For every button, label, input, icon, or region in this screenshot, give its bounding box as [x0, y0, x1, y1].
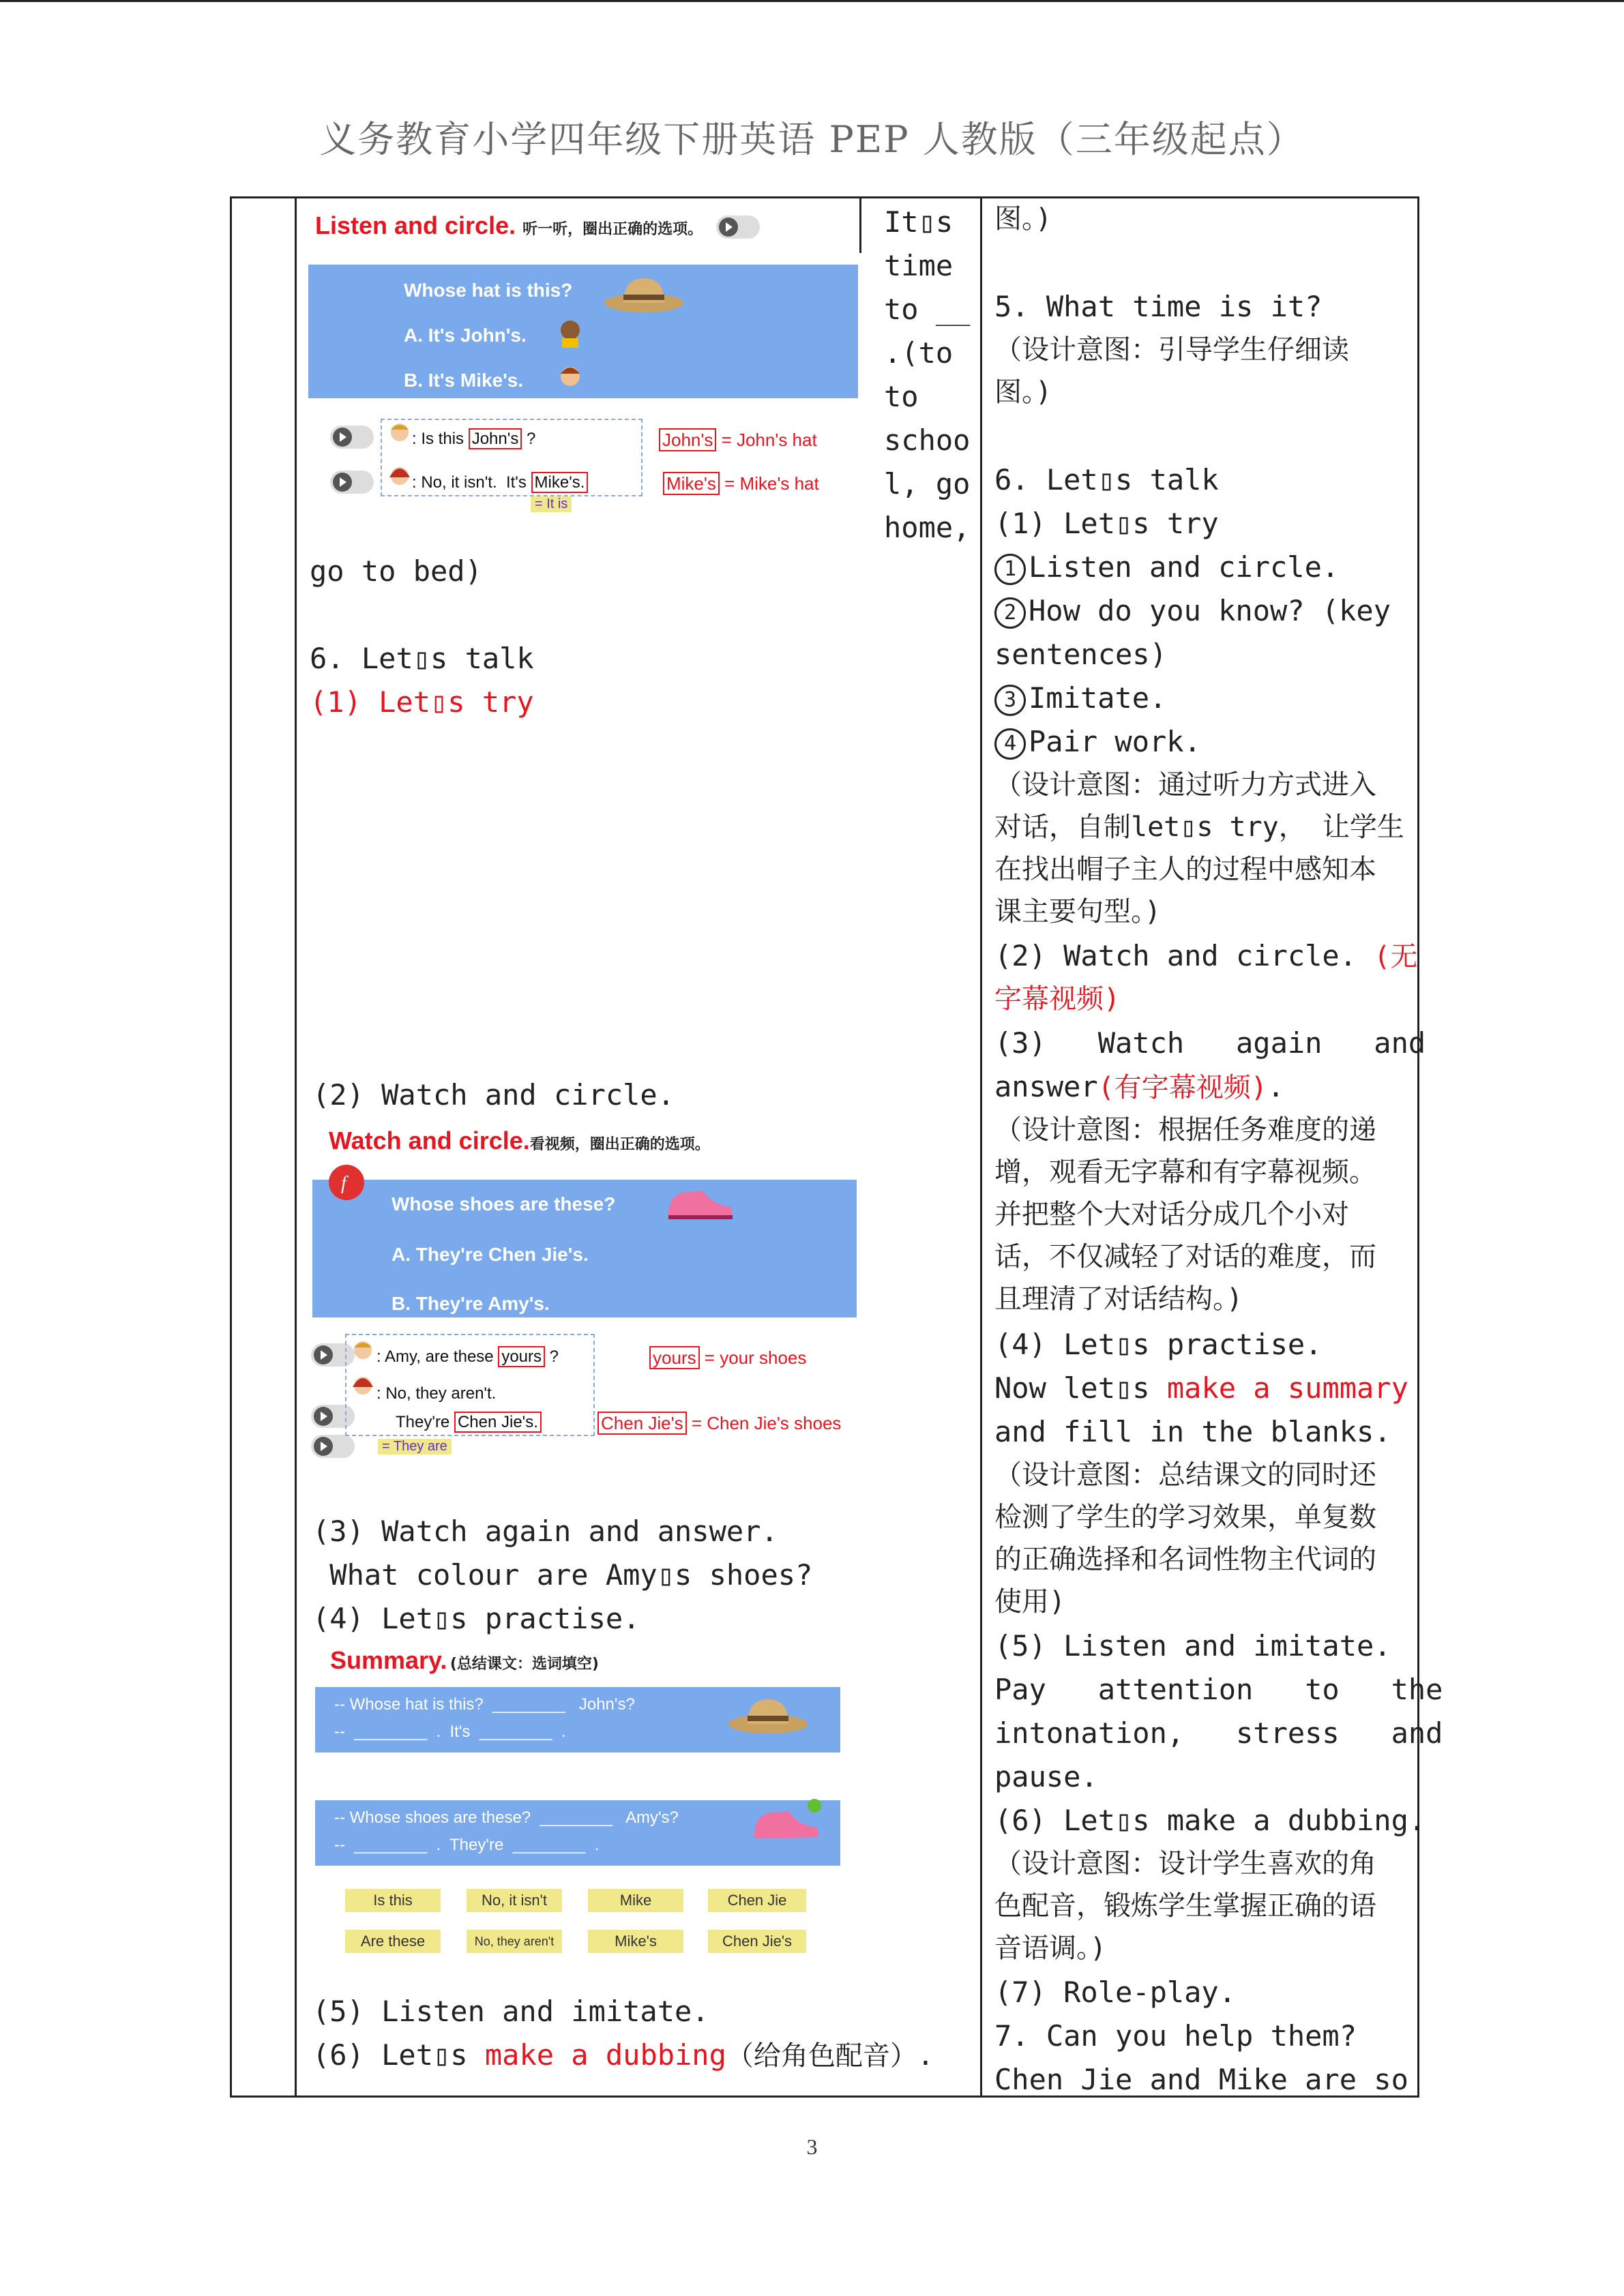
- option-a: A. They're Chen Jie's.: [392, 1244, 589, 1265]
- col4-line: 音语调。): [994, 1933, 1107, 1964]
- hat-icon: [603, 270, 685, 318]
- text-go-to-bed: go to bed): [310, 554, 482, 588]
- col4-line: 4 Pair work.: [994, 720, 1201, 764]
- note-mikes: Mike's = Mike's hat: [663, 473, 819, 494]
- hat-icon: [727, 1691, 809, 1739]
- boy-avatar-icon: [386, 419, 413, 450]
- question-box: [312, 1180, 857, 1317]
- question-text: Whose shoes are these?: [392, 1193, 616, 1214]
- col4-line: Chen Jie and Mike are so: [994, 2063, 1408, 2096]
- col4-line: 检测了学生的学习效果，单复数: [994, 1502, 1376, 1533]
- col4-line: 色配音，锻炼学生掌握正确的语: [994, 1890, 1376, 1922]
- summary-box-2: -- Whose shoes are these? ________ Amy's? -- ________ . They're ________ .: [315, 1800, 840, 1866]
- slide-title: Watch and circle.看视频，圈出正确的选项。: [329, 1127, 710, 1154]
- girl-avatar-icon: [386, 462, 413, 494]
- circled-number: 3: [994, 685, 1026, 716]
- col4-line: 且理清了对话结构。): [994, 1283, 1243, 1315]
- text-watch-circle: (2) Watch and circle.: [312, 1078, 675, 1112]
- col3-line: l, go: [884, 467, 971, 501]
- shoe-icon: [663, 1184, 738, 1225]
- col4-line: 6. Let▯s talk: [994, 463, 1219, 496]
- col4-line: (2) Watch and circle. (无: [994, 939, 1418, 972]
- svg-text:f: f: [341, 1173, 346, 1194]
- word-chip[interactable]: No, they aren't: [467, 1930, 562, 1953]
- col4-line: (3) Watch again and: [994, 1026, 1426, 1060]
- text-watch-again: (3) Watch again and answer.: [312, 1515, 778, 1548]
- circled-number: 1: [994, 554, 1026, 585]
- col4-line: 在找出帽子主人的过程中感知本: [994, 854, 1376, 885]
- text-lets-practise: (4) Let▯s practise.: [312, 1602, 640, 1635]
- tag-they-are: = They are: [378, 1439, 452, 1455]
- col4-line: 7. Can you help them?: [994, 2019, 1357, 2053]
- col4-line: (6) Let▯s make a dubbing.: [994, 1804, 1426, 1837]
- option-b: B. They're Amy's.: [392, 1293, 550, 1314]
- col4-line: 字幕视频): [994, 983, 1121, 1015]
- col4-line: 话，不仅减轻了对话的难度，而: [994, 1241, 1376, 1272]
- col4-line: sentences): [994, 638, 1167, 671]
- col4-line: intonation, stress and: [994, 1716, 1443, 1750]
- boy-icon: [557, 315, 584, 349]
- play-button[interactable]: [330, 471, 374, 494]
- col4-line: and fill in the blanks.: [994, 1415, 1391, 1448]
- word-chip[interactable]: Chen Jie: [708, 1889, 806, 1912]
- circled-number: 4: [994, 728, 1026, 760]
- dialogue-line-1: : Is this John's ?: [412, 430, 536, 448]
- col4-line: （设计意图：引导学生仔细读: [994, 334, 1349, 366]
- column-divider: [980, 198, 982, 2096]
- col4-line: 图。): [994, 376, 1052, 408]
- col4-line: 的正确选择和名词性物主代词的: [994, 1544, 1376, 1575]
- col4-line: （设计意图：通过听力方式进入: [994, 769, 1376, 801]
- option-b: B. It's Mike's.: [404, 370, 524, 391]
- dialogue-line-2: : No, it isn't. It's Mike's.: [412, 473, 588, 492]
- column-divider: [859, 198, 861, 253]
- page-header: 义务教育小学四年级下册英语 PEP 人教版（三年级起点）: [319, 118, 1305, 161]
- note-johns: John's = John's hat: [659, 430, 817, 451]
- dialogue-line-3: They're Chen Jie's.: [396, 1413, 542, 1432]
- top-rule: [0, 0, 1624, 2]
- col4-line: 使用): [994, 1586, 1066, 1617]
- col4-line: (4) Let▯s practise.: [994, 1328, 1323, 1361]
- col4-line: (5) Listen and imitate.: [994, 1629, 1391, 1663]
- question-box: [308, 265, 858, 398]
- col4-line: 5. What time is it?: [994, 290, 1323, 323]
- col4-line: （设计意图：总结课文的同时还: [994, 1459, 1376, 1491]
- col4-line: Pay attention to the: [994, 1673, 1443, 1706]
- dialogue-line-1: : Amy, are these yours ?: [377, 1347, 559, 1366]
- dialogue-line-2: : No, they aren't.: [377, 1384, 497, 1403]
- page-number: 3: [806, 2134, 818, 2159]
- boy-avatar-icon: [349, 1337, 377, 1368]
- word-chip[interactable]: Is this: [345, 1889, 441, 1912]
- word-chip[interactable]: Mike: [588, 1889, 683, 1912]
- play-button[interactable]: [330, 426, 374, 449]
- col3-line: home,: [884, 511, 971, 544]
- circled-number: 2: [994, 597, 1026, 629]
- note-yours: yours = your shoes: [649, 1347, 806, 1369]
- text-listen-imitate: (5) Listen and imitate.: [312, 1995, 709, 2028]
- text-make-dubbing: (6) Let▯s make a dubbing（给角色配音）.: [312, 2038, 934, 2072]
- column-divider: [295, 198, 297, 2096]
- col4-line: 图。): [994, 203, 1052, 235]
- col4-line: answer(有字幕视频).: [994, 1070, 1285, 1103]
- word-chip[interactable]: Are these: [345, 1930, 441, 1953]
- shoe-icon: [749, 1798, 824, 1845]
- col4-line: (1) Let▯s try: [994, 507, 1219, 540]
- slide-title: Listen and circle. 听一听，圈出正确的选项。: [315, 211, 703, 239]
- col4-line: (7) Role-play.: [994, 1976, 1237, 2009]
- tag-it-is: = It is: [531, 496, 572, 512]
- play-button[interactable]: [716, 215, 760, 239]
- col4-line: （设计意图：设计学生喜欢的角: [994, 1848, 1376, 1879]
- col3-line: It▯s: [884, 205, 954, 239]
- col4-line: 对话，自制let▯s try， 让学生: [994, 811, 1404, 843]
- col3-line: time: [884, 249, 954, 282]
- summary-box-1: -- Whose hat is this? ________ John's? -- ________ . It's ________ .: [315, 1687, 840, 1753]
- note-chen-jies: Chen Jie's = Chen Jie's shoes: [597, 1413, 841, 1434]
- col3-line: to: [884, 380, 919, 413]
- option-a: A. It's John's.: [404, 325, 527, 346]
- question-text: Whose hat is this?: [404, 280, 573, 301]
- word-chip[interactable]: No, it isn't: [467, 1889, 562, 1912]
- boy-icon: [557, 361, 584, 396]
- girl-avatar-icon: [349, 1372, 377, 1403]
- word-chip[interactable]: Chen Jie's: [708, 1930, 806, 1953]
- col4-line: 并把整个大对话分成几个小对: [994, 1199, 1349, 1230]
- col4-line: 课主要句型。): [994, 896, 1162, 927]
- text-lets-talk: 6. Let▯s talk: [310, 642, 534, 675]
- col3-line: .(to: [884, 336, 954, 370]
- slide-title: Summary. (总结课文：选词填空): [330, 1646, 599, 1674]
- col4-line: 2 How do you know? (key: [994, 589, 1391, 633]
- play-button[interactable]: [311, 1435, 355, 1458]
- col4-line: （设计意图：根据任务难度的递: [994, 1114, 1376, 1146]
- col4-line: 3 Imitate.: [994, 676, 1166, 720]
- col4-line: Now let▯s make a summary: [994, 1371, 1408, 1405]
- col4-line: 1 Listen and circle.: [994, 546, 1339, 589]
- col4-line: 增，观看无字幕和有字幕视频。: [994, 1157, 1376, 1188]
- flash-icon: [327, 1163, 366, 1202]
- word-chip[interactable]: Mike's: [588, 1930, 683, 1953]
- col3-line: to __: [884, 293, 971, 326]
- col3-line: schoo: [884, 423, 971, 457]
- text-what-colour: What colour are Amy▯s shoes?: [312, 1558, 813, 1592]
- col4-line: pause.: [994, 1760, 1098, 1793]
- text-lets-try: (1) Let▯s try: [310, 685, 534, 719]
